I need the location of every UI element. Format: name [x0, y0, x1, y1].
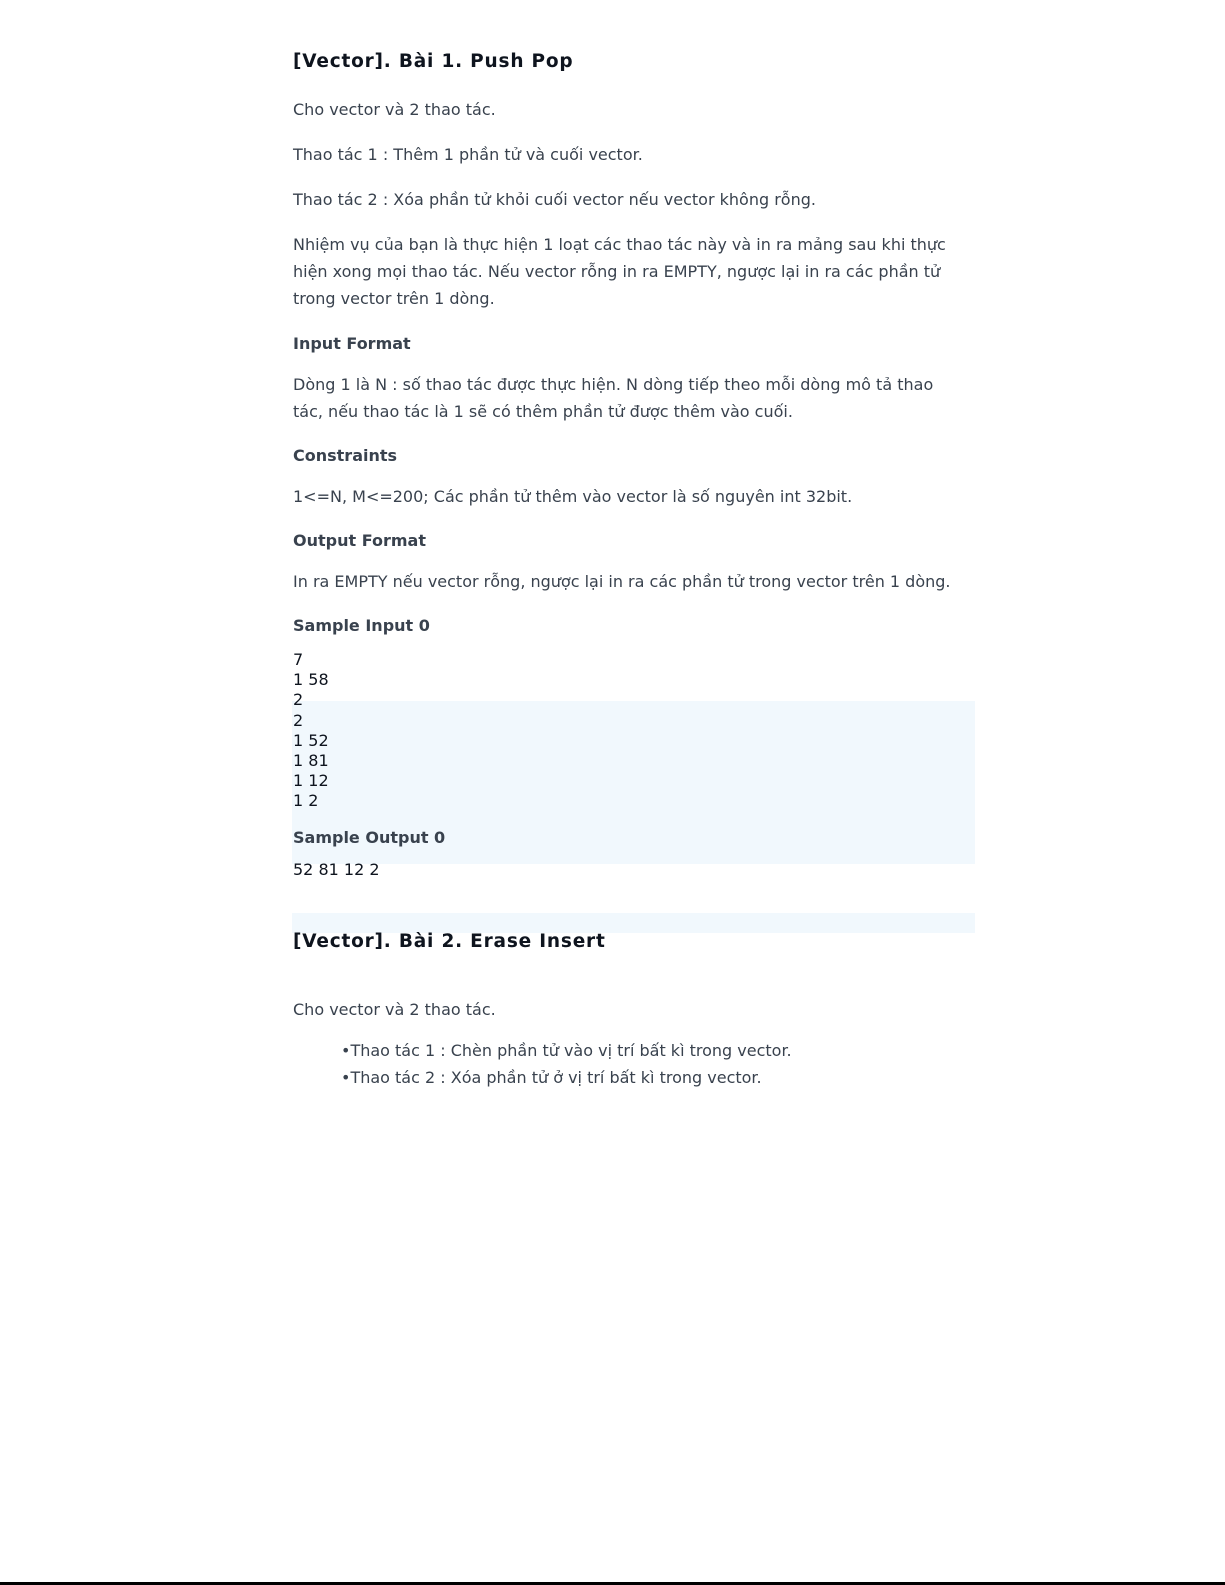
problem1-operation-1: Thao tác 1 : Thêm 1 phần tử và cuối vector.	[293, 145, 643, 164]
task-line: trong vector trên 1 dòng.	[293, 289, 495, 308]
constraints-text: 1<=N, M<=200; Các phần tử thêm vào vector là số nguyên int 32bit.	[293, 487, 853, 506]
sample-input-line: 2	[293, 690, 304, 710]
section-divider-shade	[292, 913, 975, 933]
input-format-heading: Input Format	[293, 334, 411, 353]
sample-output-heading: Sample Output 0	[293, 828, 446, 847]
problem2-intro: Cho vector và 2 thao tác.	[293, 1000, 496, 1019]
sample-input-heading: Sample Input 0	[293, 616, 430, 635]
problem2-title: [Vector]. Bài 2. Erase Insert	[293, 931, 606, 952]
sample-input-line: 1 58	[293, 670, 329, 690]
output-format-heading: Output Format	[293, 531, 426, 550]
sample-input-line: 1 12	[293, 771, 329, 791]
sample-output-text: 52 81 12 2	[293, 860, 380, 879]
problem2-bullet-2: •Thao tác 2 : Xóa phần tử ở vị trí bất kì trong vector.	[341, 1068, 762, 1087]
problem1-title: [Vector]. Bài 1. Push Pop	[293, 51, 574, 72]
sample-input-line: 1 52	[293, 730, 329, 750]
problem1-task	[293, 231, 946, 312]
sample-input-line: 1 2	[293, 791, 319, 811]
task-line: hiện xong mọi thao tác. Nếu vector rỗng in ra EMPTY, ngược lại in ra các phần tử	[293, 262, 941, 281]
sample-input-line: 2	[293, 710, 304, 730]
problem1-operation-2: Thao tác 2 : Xóa phần tử khỏi cuối vector nếu vector không rỗng.	[293, 190, 816, 209]
task-line: Nhiệm vụ của bạn là thực hiện 1 loạt các thao tác này và in ra mảng sau khi thực	[293, 235, 946, 254]
problem2-bullet-1: •Thao tác 1 : Chèn phần tử vào vị trí bất kì trong vector.	[341, 1041, 792, 1060]
input-format-line: tác, nếu thao tác là 1 sẽ có thêm phần tử được thêm vào cuối.	[293, 402, 793, 421]
problem1-intro: Cho vector và 2 thao tác.	[293, 100, 496, 119]
sample-input-block	[293, 650, 329, 812]
output-format-text: In ra EMPTY nếu vector rỗng, ngược lại in ra các phần tử trong vector trên 1 dòng.	[293, 572, 951, 591]
sample-input-line: 7	[293, 650, 304, 669]
constraints-heading: Constraints	[293, 446, 398, 465]
input-format-line: Dòng 1 là N : số thao tác được thực hiện. N dòng tiếp theo mỗi dòng mô tả thao	[293, 375, 934, 394]
input-format-text	[293, 371, 933, 425]
sample-input-line: 1 81	[293, 751, 329, 771]
